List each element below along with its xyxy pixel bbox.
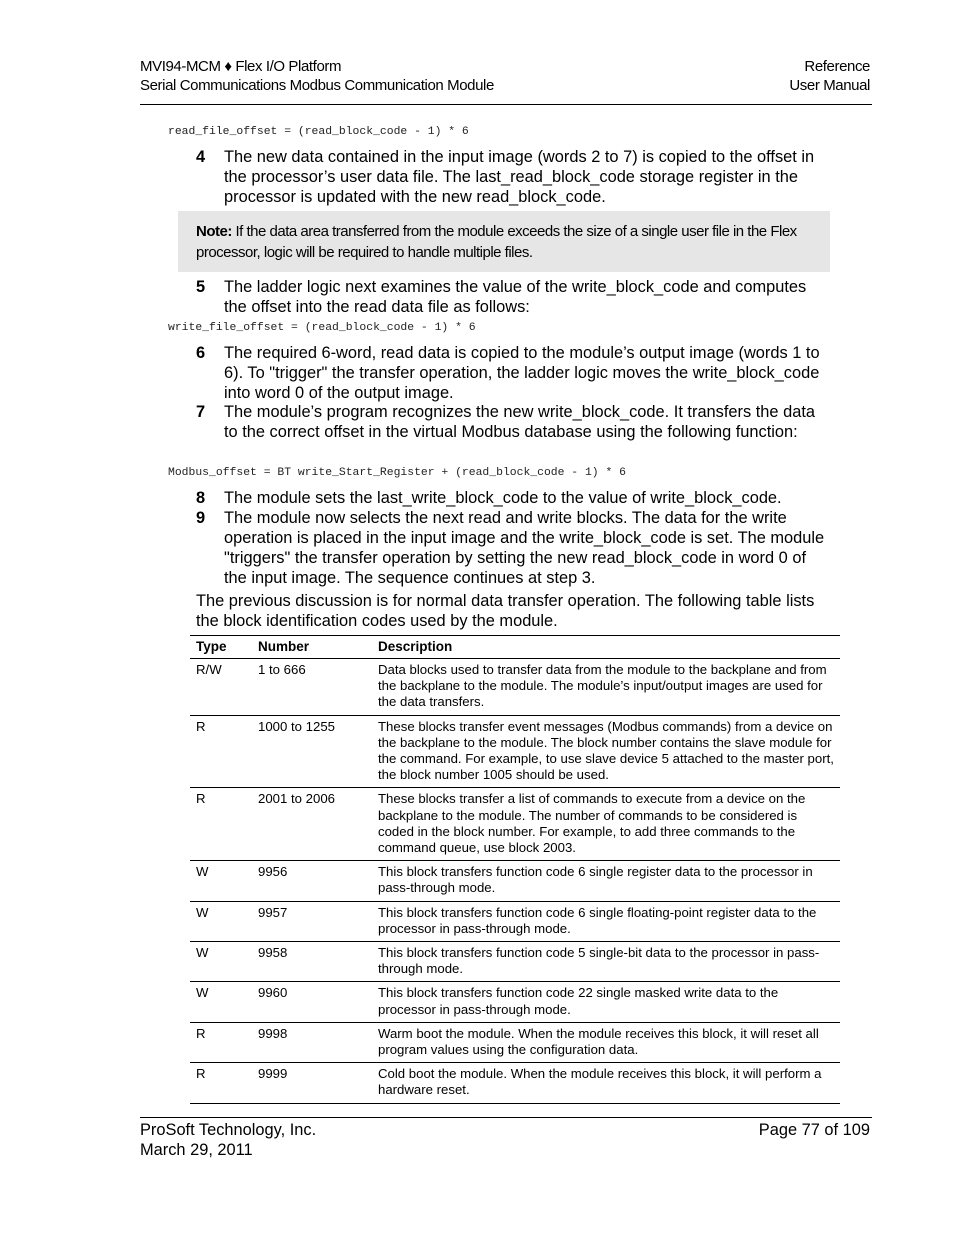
cell-number: 1 to 666 [252,659,372,716]
step-number: 8 [196,489,206,507]
table-row [190,1063,840,1103]
step-item [196,488,826,508]
cell-type: R/W [190,659,252,716]
header-product-title: MVI94-MCM ♦ Flex I/O Platform [140,58,342,75]
step-text: The new data contained in the input image (words 2 to 7) is copied to the offset in the processor’s user data file. The last_read_block_code storage register in the processor is updated with the new read_block_code. [224,148,815,206]
footer-company: ProSoft Technology, Inc. [140,1121,317,1139]
step-number: 9 [196,509,206,527]
cell-number: 9998 [252,1022,372,1062]
cell-description: These blocks transfer a list of commands to execute from a device on the backplane to the module. The number of commands to be considered is coded in the block number. For example, to add three commands to the command queue, use block 2003. [372,788,840,861]
column-header-number: Number [252,636,372,659]
table-row [190,861,840,901]
cell-description: This block transfers function code 6 single register data to the processor in pass-through mode. [372,861,840,901]
block-codes-table [190,635,840,1104]
cell-number: 9999 [252,1063,372,1103]
cell-description: This block transfers function code 6 single floating-point register data to the processor in pass-through mode. [372,901,840,941]
table-row [190,901,840,941]
step-item [196,402,826,442]
step-number: 5 [196,278,206,296]
table-row [190,788,840,861]
step-item [196,147,826,207]
column-header-type: Type [190,636,252,659]
cell-description: Cold boot the module. When the module receives this block, it will perform a hardware reset. [372,1063,840,1103]
header-module-subtitle: Serial Communications Modbus Communication Module [140,77,494,94]
footer-page-number: Page 77 of 109 [758,1121,870,1139]
cell-type: R [190,788,252,861]
header-document-type: User Manual [789,77,870,94]
cell-number: 9958 [252,942,372,982]
step-item [196,277,826,317]
header-section-label: Reference [804,58,870,75]
step-text: The ladder logic next examines the value of the write_block_code and computes the offset into the read data file as follows: [224,278,807,316]
table-intro-paragraph: The previous discussion is for normal data transfer operation. The following table lists the block identification codes used by the module. [196,592,815,630]
cell-number: 9960 [252,982,372,1022]
cell-type: R [190,715,252,788]
footer-divider [140,1117,872,1118]
code-read-file-offset: read_file_offset = (read_block_code - 1) * 6 [168,126,469,138]
cell-type: W [190,861,252,901]
step-item [196,508,826,588]
cell-number: 9956 [252,861,372,901]
code-modbus-offset: Modbus_offset = BT write_Start_Register + (read_block_code - 1) * 6 [168,467,626,479]
running-header-left [140,57,494,95]
cell-description: This block transfers function code 5 single-bit data to the processor in pass-through mode. [372,942,840,982]
cell-number: 9957 [252,901,372,941]
step-text: The required 6-word, read data is copied to the module’s output image (words 1 to 6). To "trigger" the transfer operation, the ladder logic moves the write_block_code into word 0 of the output image. [224,344,820,402]
note-content [196,221,821,263]
step-number: 4 [196,148,206,166]
cell-description: Data blocks used to transfer data from the module to the backplane and from the backplane to the module. The module’s input/output images are used for the data transfers. [372,659,840,716]
step-number: 7 [196,403,206,421]
cell-description: Warm boot the module. When the module receives this block, it will reset all program values using the configuration data. [372,1022,840,1062]
header-divider [140,104,872,105]
table-row [190,715,840,788]
step-text: The module’s program recognizes the new write_block_code. It transfers the data to the correct offset in the virtual Modbus database using the following function: [224,403,815,441]
column-header-description: Description [372,636,840,659]
cell-type: R [190,1022,252,1062]
step-text: The module now selects the next read and write blocks. The data for the write operation is placed in the input image and the write_block_code is set. The module "triggers" the transfer operation by setting the new read_block_code in word 0 of the input image. The sequence continues at step 3. [224,509,825,587]
step-number: 6 [196,344,206,362]
cell-description: This block transfers function code 22 single masked write data to the processor in pass-through mode. [372,982,840,1022]
cell-type: W [190,942,252,982]
cell-description: These blocks transfer event messages (Modbus commands) from a device on the backplane to the module. The block number contains the slave module for the command. For example, to use slave device 5 attached to the master port, the block number 1005 should be used. [372,715,840,788]
note-box [178,211,830,272]
step-text: The module sets the last_write_block_code to the value of write_block_code. [224,489,782,507]
table-row [190,659,840,716]
footer-date: March 29, 2011 [140,1141,253,1159]
note-label: Note: [196,223,232,240]
table-header-row [190,636,840,659]
step-item [196,343,826,403]
cell-number: 1000 to 1255 [252,715,372,788]
cell-number: 2001 to 2006 [252,788,372,861]
note-text: If the data area transferred from the module exceeds the size of a single user file in the Flex processor, logic will be required to handle multiple files. [196,223,797,261]
table-row [190,942,840,982]
cell-type: W [190,982,252,1022]
table-row [190,982,840,1022]
table-row [190,1022,840,1062]
footer-left [140,1120,316,1160]
running-header-right [789,57,870,95]
code-write-file-offset: write_file_offset = (read_block_code - 1) * 6 [168,322,476,334]
cell-type: W [190,901,252,941]
cell-type: R [190,1063,252,1103]
